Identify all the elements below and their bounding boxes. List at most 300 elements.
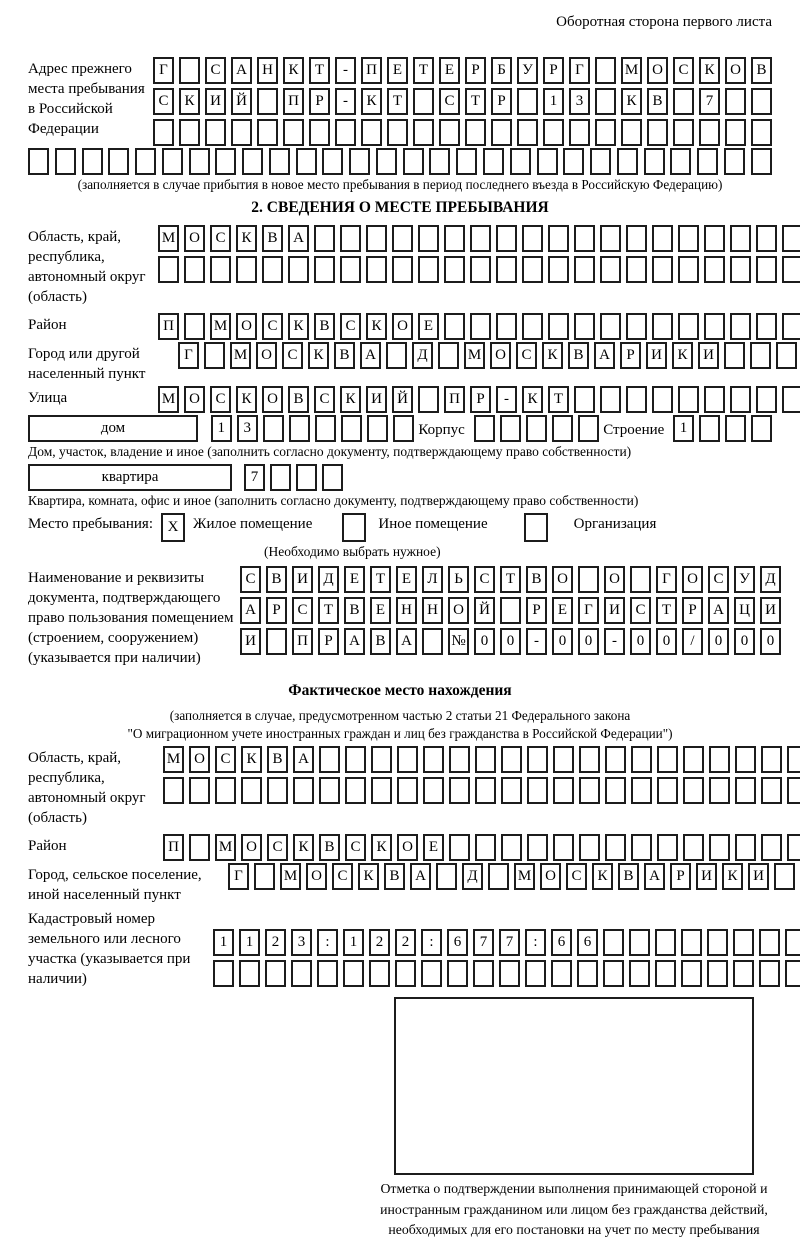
char-box: - (526, 628, 547, 655)
residential-checkbox: X (161, 513, 185, 542)
char-box (488, 863, 509, 890)
char-box (525, 960, 546, 987)
char-box (376, 148, 397, 175)
oblast-row-2 (158, 256, 800, 283)
char-box (267, 777, 288, 804)
char-box (422, 628, 443, 655)
char-box (184, 313, 205, 340)
char-box (162, 148, 183, 175)
char-box: С (210, 225, 231, 252)
char-box: Р (670, 863, 691, 890)
char-box (548, 256, 569, 283)
char-box: Г (228, 863, 249, 890)
char-box (548, 313, 569, 340)
char-box (470, 225, 491, 252)
kvartira-boxes (244, 464, 343, 491)
char-box: О (262, 386, 283, 413)
char-box (413, 88, 434, 115)
char-box: С (240, 566, 261, 593)
ulitsa-group (28, 386, 772, 413)
char-box (470, 313, 491, 340)
char-box (269, 148, 290, 175)
oblast-row-1 (158, 225, 800, 252)
char-box (579, 777, 600, 804)
char-box (735, 746, 756, 773)
char-box: С (205, 57, 226, 84)
char-box: А (708, 597, 729, 624)
char-box (751, 88, 772, 115)
char-box (369, 960, 390, 987)
char-box: Р (318, 628, 339, 655)
char-box (418, 256, 439, 283)
char-box: Т (548, 386, 569, 413)
char-box (436, 863, 457, 890)
char-box: О (397, 834, 418, 861)
char-box: Ц (734, 597, 755, 624)
char-box: Е (418, 313, 439, 340)
fact-title: Фактическое место нахождения (288, 682, 512, 699)
char-box (322, 148, 343, 175)
ulitsa-label: Улица (28, 390, 68, 406)
char-box: И (646, 342, 667, 369)
char-box (319, 746, 340, 773)
char-box: Г (656, 566, 677, 593)
char-box: 1 (673, 415, 694, 442)
char-box (730, 256, 751, 283)
char-box (500, 597, 521, 624)
char-box: 0 (552, 628, 573, 655)
char-box (179, 57, 200, 84)
char-box: В (526, 566, 547, 593)
char-box: И (205, 88, 226, 115)
place-type-label: Место пребывания: (28, 516, 153, 532)
prev-address-overflow-row-wrap (28, 148, 772, 175)
char-box: С (314, 386, 335, 413)
char-box: Н (422, 597, 443, 624)
dom-group (28, 415, 772, 442)
char-box (681, 929, 702, 956)
oblast-label: Область, край, республика, автономный округ (область) (28, 229, 146, 305)
dom-boxes (211, 415, 414, 442)
char-box (475, 777, 496, 804)
char-box (263, 415, 284, 442)
char-box: Г (153, 57, 174, 84)
fact-oblast-label: Область, край, республика, автономный округ (область) (28, 750, 146, 826)
place-type-caption: (Необходимо выбрать нужное) (264, 544, 441, 559)
char-box: О (552, 566, 573, 593)
fact-gorod-group (28, 863, 772, 905)
kvartira-group (28, 464, 772, 491)
char-box: В (314, 313, 335, 340)
char-box (266, 628, 287, 655)
char-box (204, 342, 225, 369)
char-box: С (673, 57, 694, 84)
char-box (215, 148, 236, 175)
dom-field-label-box: дом (28, 415, 198, 442)
char-box (626, 313, 647, 340)
char-box: А (288, 225, 309, 252)
cadastral-group (28, 907, 772, 989)
char-box (418, 386, 439, 413)
char-box: О (682, 566, 703, 593)
char-box (574, 313, 595, 340)
char-box: 1 (239, 929, 260, 956)
char-box (553, 777, 574, 804)
char-box (579, 746, 600, 773)
char-box: 0 (656, 628, 677, 655)
char-box: К (522, 386, 543, 413)
char-box (678, 256, 699, 283)
char-box (631, 746, 652, 773)
fact-oblast-row-2 (163, 777, 800, 804)
char-box: К (592, 863, 613, 890)
char-box: Д (318, 566, 339, 593)
char-box (447, 960, 468, 987)
char-box (730, 225, 751, 252)
char-box (704, 225, 725, 252)
char-box: : (421, 929, 442, 956)
char-box: В (568, 342, 589, 369)
char-box (343, 960, 364, 987)
char-box (629, 929, 650, 956)
char-box: Р (465, 57, 486, 84)
char-box: 0 (474, 628, 495, 655)
ulitsa-row (158, 386, 800, 413)
char-box (709, 834, 730, 861)
char-box (751, 119, 772, 146)
char-box: И (292, 566, 313, 593)
char-box: Р (620, 342, 641, 369)
char-box (579, 834, 600, 861)
char-box: Г (178, 342, 199, 369)
prev-address-label: Адрес прежнего места пребывания в Российской Федерации (28, 61, 145, 137)
char-box: С (153, 88, 174, 115)
char-box (413, 119, 434, 146)
char-box: В (267, 746, 288, 773)
char-box: К (722, 863, 743, 890)
char-box: 7 (499, 929, 520, 956)
char-box (605, 834, 626, 861)
char-box (751, 148, 772, 175)
char-box: В (384, 863, 405, 890)
char-box: 7 (473, 929, 494, 956)
char-box: К (672, 342, 693, 369)
char-box: П (163, 834, 184, 861)
char-box (704, 386, 725, 413)
char-box (673, 119, 694, 146)
char-box (499, 960, 520, 987)
char-box (595, 88, 616, 115)
char-box: М (464, 342, 485, 369)
char-box: Г (578, 597, 599, 624)
char-box (603, 960, 624, 987)
gorod-label: Город или другой населенный пункт (28, 346, 146, 382)
char-box (153, 119, 174, 146)
char-box (652, 256, 673, 283)
char-box (782, 386, 800, 413)
char-box (681, 960, 702, 987)
char-box (595, 119, 616, 146)
char-box: Е (439, 57, 460, 84)
char-box: Е (423, 834, 444, 861)
char-box: П (158, 313, 179, 340)
char-box (600, 386, 621, 413)
char-box: О (490, 342, 511, 369)
char-box: А (594, 342, 615, 369)
char-box (475, 746, 496, 773)
char-box: И (604, 597, 625, 624)
organization-label: Организация (573, 516, 657, 532)
char-box: Б (491, 57, 512, 84)
char-box (730, 386, 751, 413)
char-box (438, 342, 459, 369)
char-box (291, 960, 312, 987)
char-box (288, 256, 309, 283)
char-box (231, 119, 252, 146)
char-box: И (240, 628, 261, 655)
char-box (725, 119, 746, 146)
char-box: : (525, 929, 546, 956)
char-box (657, 777, 678, 804)
char-box (759, 960, 780, 987)
document-rows (240, 566, 781, 655)
char-box (527, 746, 548, 773)
char-box (761, 834, 782, 861)
char-box (785, 929, 800, 956)
char-box: О (184, 225, 205, 252)
char-box (644, 148, 665, 175)
char-box (403, 148, 424, 175)
char-box (210, 256, 231, 283)
char-box: Р (543, 57, 564, 84)
char-box (265, 960, 286, 987)
char-box (392, 225, 413, 252)
char-box: 0 (630, 628, 651, 655)
char-box (787, 777, 800, 804)
fact-raion-row (163, 834, 800, 861)
gorod-group (28, 342, 772, 384)
char-box (501, 746, 522, 773)
char-box: 1 (211, 415, 232, 442)
char-box: О (256, 342, 277, 369)
char-box: М (514, 863, 535, 890)
document-group (28, 566, 776, 668)
char-box: 6 (551, 929, 572, 956)
char-box: С (215, 746, 236, 773)
char-box (631, 777, 652, 804)
char-box: / (682, 628, 703, 655)
char-box: В (647, 88, 668, 115)
char-box: 3 (569, 88, 590, 115)
char-box (163, 777, 184, 804)
fact-raion-group (28, 834, 772, 861)
section2-title: 2. СВЕДЕНИЯ О МЕСТЕ ПРЕБЫВАНИЯ (251, 199, 549, 216)
char-box: Е (396, 566, 417, 593)
char-box (707, 929, 728, 956)
char-box (759, 929, 780, 956)
char-box: 2 (395, 929, 416, 956)
residential-label: Жилое помещение (193, 516, 313, 532)
char-box (603, 929, 624, 956)
char-box (517, 119, 538, 146)
char-box: К (236, 386, 257, 413)
other-premises-checkbox (342, 513, 366, 542)
char-box: М (230, 342, 251, 369)
char-box: М (280, 863, 301, 890)
char-box: В (266, 566, 287, 593)
char-box: С (267, 834, 288, 861)
char-box: О (236, 313, 257, 340)
korpus-label: Корпус (418, 421, 465, 438)
char-box: Й (392, 386, 413, 413)
char-box (657, 834, 678, 861)
raion-label: Район (28, 317, 67, 333)
fact-gorod-row (228, 863, 795, 890)
char-box (283, 119, 304, 146)
char-box (55, 148, 76, 175)
char-box (366, 225, 387, 252)
char-box: С (345, 834, 366, 861)
char-box (315, 415, 336, 442)
char-box: И (696, 863, 717, 890)
char-box: № (448, 628, 469, 655)
char-box (724, 148, 745, 175)
char-box (517, 88, 538, 115)
char-box: П (283, 88, 304, 115)
char-box: К (340, 386, 361, 413)
char-box: 2 (265, 929, 286, 956)
char-box (242, 148, 263, 175)
char-box (551, 960, 572, 987)
kvartira-field-label-box: квартира (28, 464, 232, 491)
char-box (782, 313, 800, 340)
char-box: М (215, 834, 236, 861)
char-box: 0 (708, 628, 729, 655)
char-box: 1 (213, 929, 234, 956)
char-box: Р (491, 88, 512, 115)
char-box (371, 746, 392, 773)
char-box: О (647, 57, 668, 84)
char-box (782, 225, 800, 252)
char-box (563, 148, 584, 175)
stroenie-label: Строение (603, 421, 665, 438)
char-box: Е (370, 597, 391, 624)
char-box: 0 (760, 628, 781, 655)
char-box (574, 225, 595, 252)
char-box (501, 777, 522, 804)
other-premises-label: Иное помещение (378, 516, 488, 532)
char-box (761, 777, 782, 804)
char-box (621, 119, 642, 146)
char-box (215, 777, 236, 804)
char-box: И (748, 863, 769, 890)
char-box (254, 863, 275, 890)
char-box: Д (462, 863, 483, 890)
char-box: О (725, 57, 746, 84)
char-box: 6 (577, 929, 598, 956)
raion-row (158, 313, 800, 340)
char-box: Р (309, 88, 330, 115)
char-box (444, 225, 465, 252)
char-box (522, 256, 543, 283)
char-box (756, 313, 777, 340)
char-box: С (474, 566, 495, 593)
char-box (697, 148, 718, 175)
char-box: Ь (448, 566, 469, 593)
char-box: В (751, 57, 772, 84)
char-box: С (630, 597, 651, 624)
stroenie-boxes (673, 415, 772, 442)
char-box: И (760, 597, 781, 624)
char-box: О (540, 863, 561, 890)
char-box: А (396, 628, 417, 655)
char-box (785, 960, 800, 987)
char-box (397, 746, 418, 773)
cadastral-label: Кадастровый номер земельного или лесного участка (указывается при наличии) (28, 911, 191, 987)
char-box (189, 777, 210, 804)
confirmation-stamp-caption: Отметка о подтверждении выполнения принимающей стороной и иностранным гражданином или лицом без гражданства действий, необходимых для его постановки на учет по месту пребывания (380, 1181, 768, 1238)
char-box: Н (396, 597, 417, 624)
char-box (491, 119, 512, 146)
fact-caption-line2: "О миграционном учете иностранных граждан и лиц без гражданства в Российской Федерации") (127, 726, 673, 741)
char-box: А (231, 57, 252, 84)
char-box (569, 119, 590, 146)
char-box (543, 119, 564, 146)
char-box: О (604, 566, 625, 593)
char-box: 0 (734, 628, 755, 655)
char-box: Н (257, 57, 278, 84)
char-box (751, 415, 772, 442)
char-box (496, 225, 517, 252)
char-box (733, 960, 754, 987)
char-box: Т (318, 597, 339, 624)
char-box: О (189, 746, 210, 773)
char-box: В (319, 834, 340, 861)
char-box (213, 960, 234, 987)
char-box (787, 746, 800, 773)
char-box (189, 148, 210, 175)
gorod-row (178, 342, 797, 369)
char-box: М (210, 313, 231, 340)
char-box: Т (500, 566, 521, 593)
char-box (510, 148, 531, 175)
char-box: И (698, 342, 719, 369)
char-box (657, 746, 678, 773)
char-box (314, 256, 335, 283)
char-box (578, 415, 599, 442)
char-box: С (210, 386, 231, 413)
char-box: К (542, 342, 563, 369)
organization-checkbox (524, 513, 548, 542)
char-box (421, 960, 442, 987)
char-box (501, 834, 522, 861)
char-box: Р (470, 386, 491, 413)
char-box (699, 415, 720, 442)
char-box: А (344, 628, 365, 655)
char-box: У (734, 566, 755, 593)
char-box (465, 119, 486, 146)
char-box: К (308, 342, 329, 369)
raion-group (28, 313, 772, 340)
char-box (652, 313, 673, 340)
char-box: 1 (343, 929, 364, 956)
char-box: 6 (447, 929, 468, 956)
char-box: А (410, 863, 431, 890)
char-box (473, 960, 494, 987)
char-box: 0 (578, 628, 599, 655)
char-box (725, 415, 746, 442)
char-box: Е (387, 57, 408, 84)
